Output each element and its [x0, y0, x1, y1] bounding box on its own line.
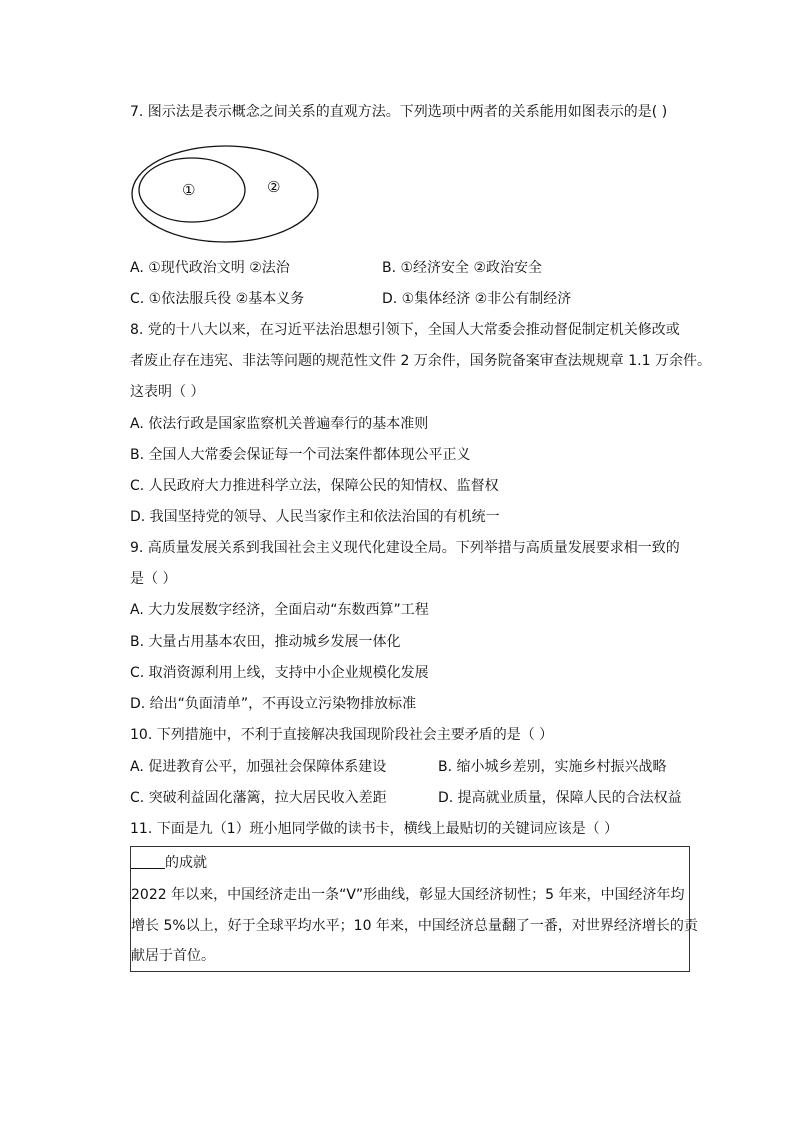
q10-stem: 10. 下列措施中，不利于直接解决我国现阶段社会主要矛盾的是（ ）: [130, 727, 554, 743]
q8-option-a[interactable]: A. 依法行政是国家监察机关普遍奉行的基本准则: [130, 416, 429, 432]
q9-stem-line-1: 9. 高质量发展关系到我国社会主义现代化建设全局。下列举措与高质量发展要求相一致的: [130, 540, 680, 556]
q7-option-d[interactable]: D. ①集体经济 ②非公有制经济: [382, 291, 572, 307]
inner-label: ①: [182, 181, 196, 199]
q10-option-c[interactable]: C. 突破利益固化藩篱，拉大居民收入差距: [130, 790, 387, 806]
q9-option-d[interactable]: D. 给出“负面清单”，不再设立污染物排放标准: [130, 696, 417, 712]
q10-option-b[interactable]: B. 缩小城乡差别，实施乡村振兴战略: [438, 759, 667, 775]
q8-stem-line-1: 8. 党的十八大以来，在习近平法治思想引领下，全国人大常委会推动督促制定机关修改或: [130, 322, 680, 338]
q9-option-c[interactable]: C. 取消资源利用上线，支持中小企业规模化发展: [130, 665, 429, 681]
q10-option-d[interactable]: D. 提高就业质量，保障人民的合法权益: [438, 790, 682, 806]
card-line-2: 增长 5%以上，好于全球平均水平；10 年来，中国经济总量翻了一番，对世界经济增长的贡: [131, 918, 698, 934]
q8-option-d[interactable]: D. 我国坚持党的领导、人民当家作主和依法治国的有机统一: [130, 509, 500, 525]
q8-option-b[interactable]: B. 全国人大常委会保证每一个司法案件都体现公平正义: [130, 447, 471, 463]
q10-option-a[interactable]: A. 促进教育公平，加强社会保障体系建设: [130, 759, 387, 775]
outer-ellipse: [132, 146, 318, 242]
q8-stem-line-3: 这表明（ ）: [130, 384, 205, 400]
q7-option-c[interactable]: C. ①依法服兵役 ②基本义务: [130, 291, 305, 307]
venn-diagram: [130, 144, 322, 246]
card-title: [131, 853, 207, 873]
q7-option-b[interactable]: B. ①经济安全 ②政治安全: [382, 260, 543, 276]
card-line-3: 献居于首位。: [131, 948, 215, 964]
q8-option-c[interactable]: C. 人民政府大力推进科学立法，保障公民的知情权、监督权: [130, 478, 499, 494]
q7-option-a[interactable]: A. ①现代政治文明 ②法治: [130, 260, 290, 276]
card-title-suffix: 的成就: [165, 855, 207, 871]
card-line-1: 2022 年以来，中国经济走出一条“V”形曲线，彰显大国经济韧性；5 年来，中国经济年均: [131, 887, 685, 903]
q9-option-b[interactable]: B. 大量占用基本农田，推动城乡发展一体化: [130, 634, 401, 650]
reading-card: [130, 846, 698, 972]
q11-stem: 11. 下面是九（1）班小旭同学做的读书卡，横线上最贴切的关键词应该是（ ）: [130, 821, 619, 837]
outer-label: ②: [267, 178, 281, 196]
q9-option-a[interactable]: A. 大力发展数字经济，全面启动“东数西算”工程: [130, 602, 429, 618]
q7-stem: 7. 图示法是表示概念之间关系的直观方法。下列选项中两者的关系能用如图表示的是( ): [130, 104, 668, 120]
q8-stem-line-2: 者废止存在违宪、非法等问题的规范性文件 2 万余件，国务院备案审查法规规章 1.1 万余件。: [130, 353, 711, 369]
q9-stem-line-2: 是（ ）: [130, 571, 177, 587]
answer-blank[interactable]: [131, 854, 165, 869]
